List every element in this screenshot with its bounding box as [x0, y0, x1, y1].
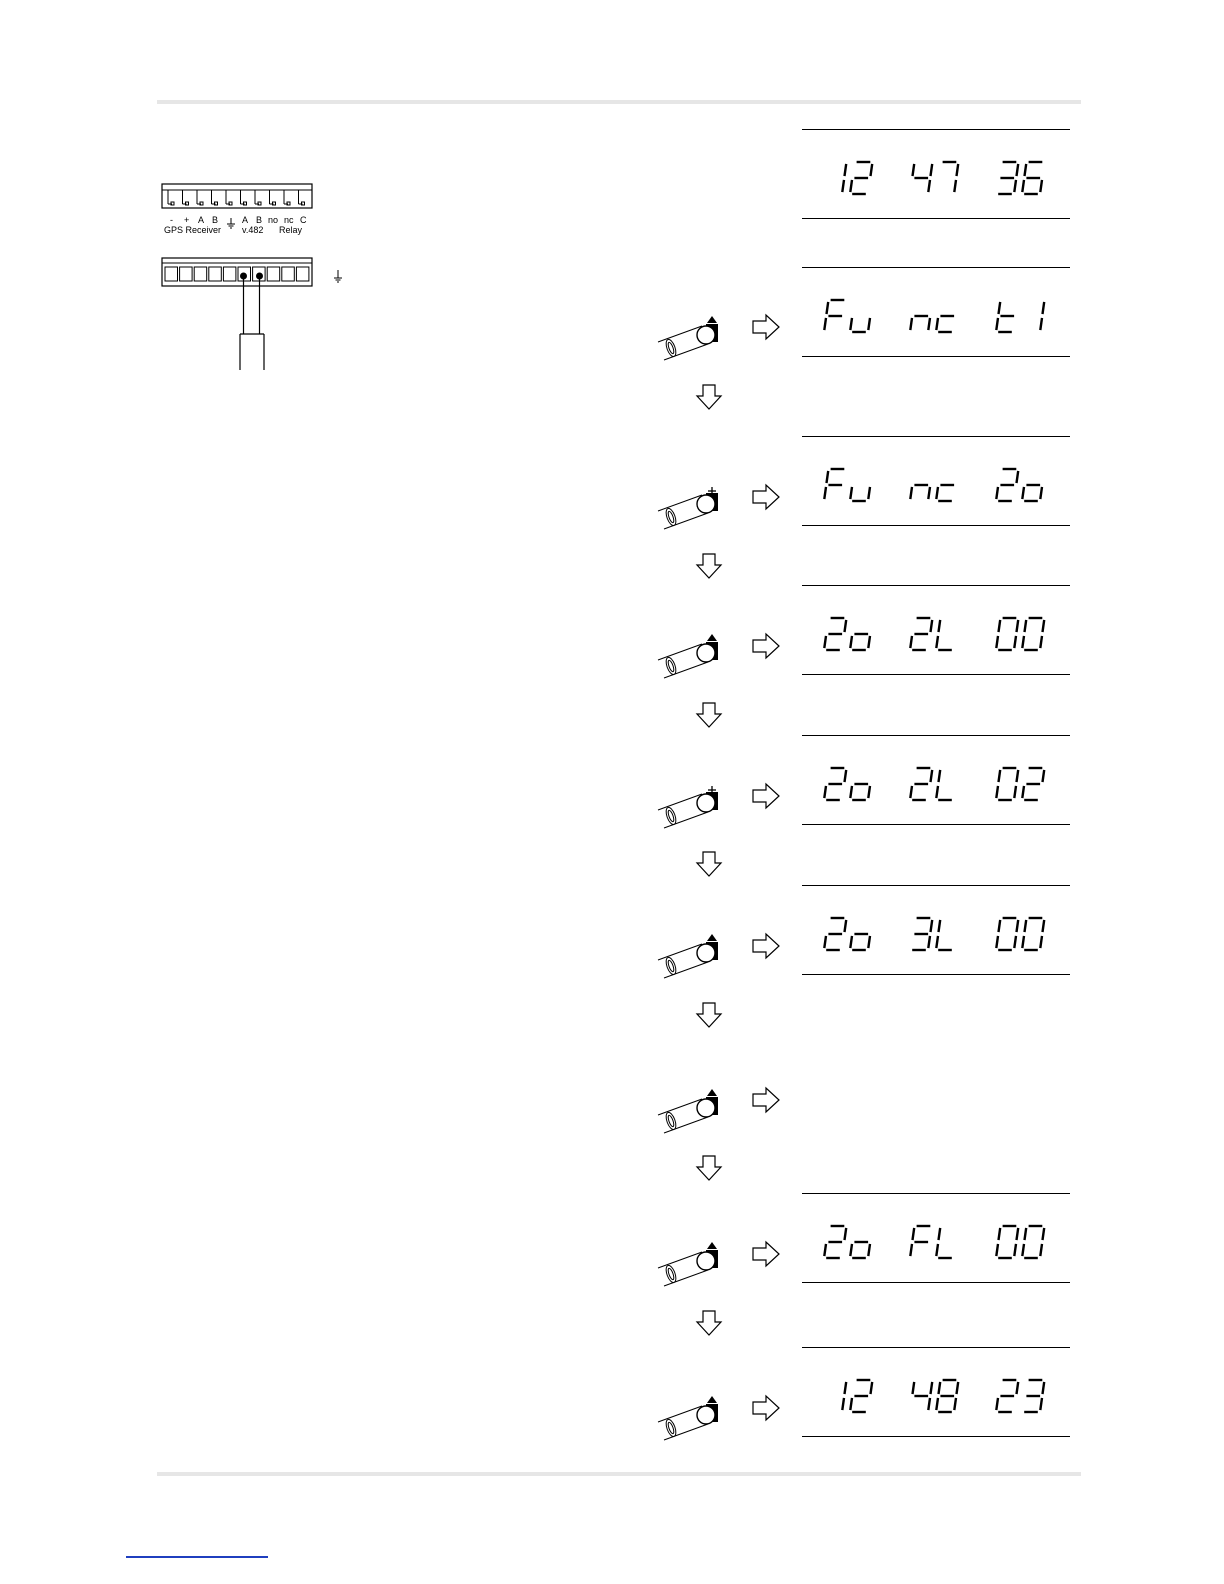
- knob-drawing: [650, 288, 730, 368]
- lcd-segment: [910, 1244, 912, 1256]
- right-arrow-drawing: [750, 312, 782, 342]
- lcd-segment: [1017, 164, 1019, 176]
- lcd-display: [802, 885, 1070, 975]
- lcd-segment: [1022, 786, 1024, 798]
- lcd-segment: [1040, 180, 1042, 192]
- lcd-segment: [824, 1244, 826, 1256]
- lcd-segment: [850, 636, 852, 648]
- lcd-segment: [1014, 786, 1016, 798]
- lcd-segment: [954, 1398, 956, 1410]
- seven-segment-readout: [802, 437, 1070, 525]
- down-arrow-drawing: [694, 849, 724, 879]
- lcd-segment: [1014, 1244, 1016, 1256]
- lcd-segment: [996, 636, 998, 648]
- lcd-segment: [931, 920, 933, 932]
- lcd-segment: [928, 180, 930, 192]
- lcd-segment: [1040, 487, 1042, 499]
- knob-drawing: [650, 457, 730, 537]
- lcd-segment: [824, 936, 826, 948]
- lcd-segment: [824, 487, 826, 499]
- lcd-segment: [936, 636, 938, 648]
- seven-segment-readout: [802, 736, 1070, 824]
- lcd-segment: [1040, 318, 1042, 330]
- right-arrow-drawing: [750, 931, 782, 961]
- lcd-display: [802, 1347, 1070, 1437]
- lcd-segment: [850, 1244, 852, 1256]
- lcd-segment: [827, 471, 829, 483]
- lcd-segment: [1040, 936, 1042, 948]
- lcd-segment: [845, 1382, 847, 1394]
- lcd-segment: [996, 487, 998, 499]
- lcd-segment: [845, 164, 847, 176]
- lcd-segment: [850, 487, 852, 499]
- lcd-segment: [939, 920, 941, 932]
- down-arrow-drawing: [694, 1000, 724, 1030]
- terminal-block-diagram: [160, 182, 360, 382]
- lcd-segment: [936, 1244, 938, 1256]
- seven-segment-readout: [802, 886, 1070, 974]
- lcd-segment: [1017, 770, 1019, 782]
- right-arrow-icon: [750, 312, 782, 342]
- lcd-segment: [1014, 636, 1016, 648]
- lcd-segment: [1043, 620, 1045, 632]
- lcd-segment: [1014, 936, 1016, 948]
- lcd-segment: [1025, 620, 1027, 632]
- knob-up-icon[interactable]: [650, 606, 730, 686]
- seven-segment-readout: [802, 1348, 1070, 1436]
- lcd-segment: [928, 318, 930, 330]
- lcd-segment: [999, 620, 1001, 632]
- lcd-segment: [939, 1382, 941, 1394]
- lcd-segment: [1017, 1228, 1019, 1240]
- lcd-segment: [999, 1228, 1001, 1240]
- down-arrow-icon: [694, 1153, 724, 1183]
- seven-segment-readout: [802, 130, 1070, 218]
- lcd-segment: [936, 936, 938, 948]
- right-arrow-icon: [750, 631, 782, 661]
- lcd-segment: [936, 786, 938, 798]
- relay-label: Relay: [279, 225, 303, 235]
- down-arrow-icon: [694, 700, 724, 730]
- lcd-segment: [996, 318, 998, 330]
- lcd-segment: [996, 1398, 998, 1410]
- lcd-segment: [931, 1382, 933, 1394]
- lcd-segment: [928, 936, 930, 948]
- knob-drawing: [650, 1368, 730, 1448]
- down-arrow-icon: [694, 1000, 724, 1030]
- lcd-segment: [931, 620, 933, 632]
- down-arrow-drawing: [694, 1308, 724, 1338]
- knob-drawing: [650, 1061, 730, 1141]
- lcd-segment: [850, 786, 852, 798]
- lcd-segment: [845, 1228, 847, 1240]
- relay-c-label: C: [300, 215, 307, 225]
- lcd-segment: [824, 636, 826, 648]
- lcd-segment: [913, 1382, 915, 1394]
- lcd-segment: [1040, 636, 1042, 648]
- knob-up-icon[interactable]: [650, 288, 730, 368]
- lcd-segment: [910, 636, 912, 648]
- lcd-segment: [1043, 302, 1045, 314]
- seven-segment-readout: [802, 1194, 1070, 1282]
- terminal-connector-drawing: [160, 182, 360, 382]
- lcd-segment: [1025, 920, 1027, 932]
- lcd-segment: [996, 936, 998, 948]
- lcd-segment: [1022, 180, 1024, 192]
- rs-group-label: v.482: [242, 225, 264, 235]
- relay-no-label: no: [268, 215, 279, 225]
- lcd-segment: [1017, 1382, 1019, 1394]
- lcd-segment: [931, 164, 933, 176]
- lcd-segment: [939, 1228, 941, 1240]
- lcd-segment: [850, 180, 852, 192]
- lcd-segment: [954, 180, 956, 192]
- lcd-segment: [999, 920, 1001, 932]
- right-arrow-drawing: [750, 482, 782, 512]
- lcd-display: [802, 735, 1070, 825]
- down-arrow-icon: [694, 849, 724, 879]
- knob-drawing: [650, 606, 730, 686]
- lcd-segment: [1043, 1228, 1045, 1240]
- right-arrow-icon: [750, 1085, 782, 1115]
- lcd-segment: [957, 1382, 959, 1394]
- lcd-segment: [1040, 1244, 1042, 1256]
- lcd-segment: [910, 318, 912, 330]
- down-arrow-drawing: [694, 700, 724, 730]
- lcd-segment: [910, 487, 912, 499]
- lcd-segment: [999, 770, 1001, 782]
- lcd-segment: [842, 180, 844, 192]
- footer-rule: [157, 1472, 1081, 1476]
- lcd-segment: [928, 1398, 930, 1410]
- lcd-segment: [868, 786, 870, 798]
- right-arrow-icon: [750, 781, 782, 811]
- lcd-segment: [824, 786, 826, 798]
- lcd-segment: [1043, 920, 1045, 932]
- lcd-segment: [845, 920, 847, 932]
- right-arrow-drawing: [750, 1239, 782, 1269]
- lcd-segment: [868, 1244, 870, 1256]
- lcd-segment: [827, 302, 829, 314]
- lcd-display: [802, 129, 1070, 219]
- down-arrow-drawing: [694, 382, 724, 412]
- down-arrow-drawing: [694, 551, 724, 581]
- pin-plus-label: +: [184, 215, 190, 225]
- down-arrow-drawing: [694, 1153, 724, 1183]
- lcd-segment: [1022, 936, 1024, 948]
- lcd-segment: [910, 786, 912, 798]
- down-arrow-icon: [694, 1308, 724, 1338]
- lcd-segment: [824, 318, 826, 330]
- lcd-segment: [1014, 180, 1016, 192]
- gps-receiver-label: GPS Receiver: [164, 225, 222, 235]
- lcd-segment: [868, 487, 870, 499]
- lcd-segment: [1017, 620, 1019, 632]
- lcd-segment: [928, 487, 930, 499]
- lcd-segment: [845, 770, 847, 782]
- lcd-segment: [1022, 1244, 1024, 1256]
- lcd-segment: [999, 302, 1001, 314]
- knob-drawing: [650, 756, 730, 836]
- rs-pin-b-label: B: [256, 215, 263, 225]
- lcd-segment: [1040, 1398, 1042, 1410]
- lcd-segment: [1017, 920, 1019, 932]
- lcd-display: [802, 1193, 1070, 1283]
- right-arrow-drawing: [750, 781, 782, 811]
- lcd-segment: [850, 318, 852, 330]
- right-arrow-drawing: [750, 1393, 782, 1423]
- lcd-segment: [868, 636, 870, 648]
- knob-up-icon[interactable]: [650, 1214, 730, 1294]
- lcd-segment: [1043, 770, 1045, 782]
- lcd-segment: [868, 936, 870, 948]
- lcd-display: [802, 436, 1070, 526]
- lcd-segment: [939, 770, 941, 782]
- lcd-segment: [996, 786, 998, 798]
- lcd-segment: [845, 620, 847, 632]
- lcd-segment: [957, 164, 959, 176]
- knob-up-icon[interactable]: [650, 1061, 730, 1141]
- lcd-display: [802, 585, 1070, 675]
- right-arrow-icon: [750, 1393, 782, 1423]
- lcd-segment: [868, 318, 870, 330]
- footer-link-underline: [126, 1556, 268, 1558]
- lcd-segment: [996, 1244, 998, 1256]
- lcd-segment: [1043, 1382, 1045, 1394]
- pin-a-label: A: [198, 215, 205, 225]
- lcd-segment: [931, 770, 933, 782]
- right-arrow-drawing: [750, 631, 782, 661]
- knob-up-icon[interactable]: [650, 1368, 730, 1448]
- lcd-display: [802, 267, 1070, 357]
- lcd-segment: [1022, 636, 1024, 648]
- lcd-segment: [1025, 164, 1027, 176]
- header-rule: [157, 100, 1081, 104]
- seven-segment-readout: [802, 586, 1070, 674]
- pin-b-label: B: [212, 215, 219, 225]
- relay-nc-label: nc: [284, 215, 294, 225]
- right-arrow-icon: [750, 931, 782, 961]
- knob-drawing: [650, 1214, 730, 1294]
- knob-up-icon[interactable]: [650, 906, 730, 986]
- knob-plus-icon[interactable]: [650, 756, 730, 836]
- lcd-segment: [850, 1398, 852, 1410]
- lcd-segment: [1025, 1228, 1027, 1240]
- rs-pin-a-label: A: [242, 215, 249, 225]
- lcd-segment: [936, 318, 938, 330]
- lcd-segment: [913, 164, 915, 176]
- down-arrow-icon: [694, 382, 724, 412]
- lcd-segment: [936, 1398, 938, 1410]
- seven-segment-readout: [802, 268, 1070, 356]
- lcd-segment: [1017, 471, 1019, 483]
- lcd-segment: [939, 620, 941, 632]
- knob-drawing: [650, 906, 730, 986]
- knob-plus-icon[interactable]: [650, 457, 730, 537]
- lcd-segment: [871, 164, 873, 176]
- lcd-segment: [936, 487, 938, 499]
- right-arrow-icon: [750, 482, 782, 512]
- lcd-segment: [850, 936, 852, 948]
- pin-minus-label: -: [170, 215, 173, 225]
- right-arrow-icon: [750, 1239, 782, 1269]
- lcd-segment: [871, 1382, 873, 1394]
- right-arrow-drawing: [750, 1085, 782, 1115]
- lcd-segment: [1022, 487, 1024, 499]
- lcd-segment: [842, 1398, 844, 1410]
- down-arrow-icon: [694, 551, 724, 581]
- lcd-segment: [913, 1228, 915, 1240]
